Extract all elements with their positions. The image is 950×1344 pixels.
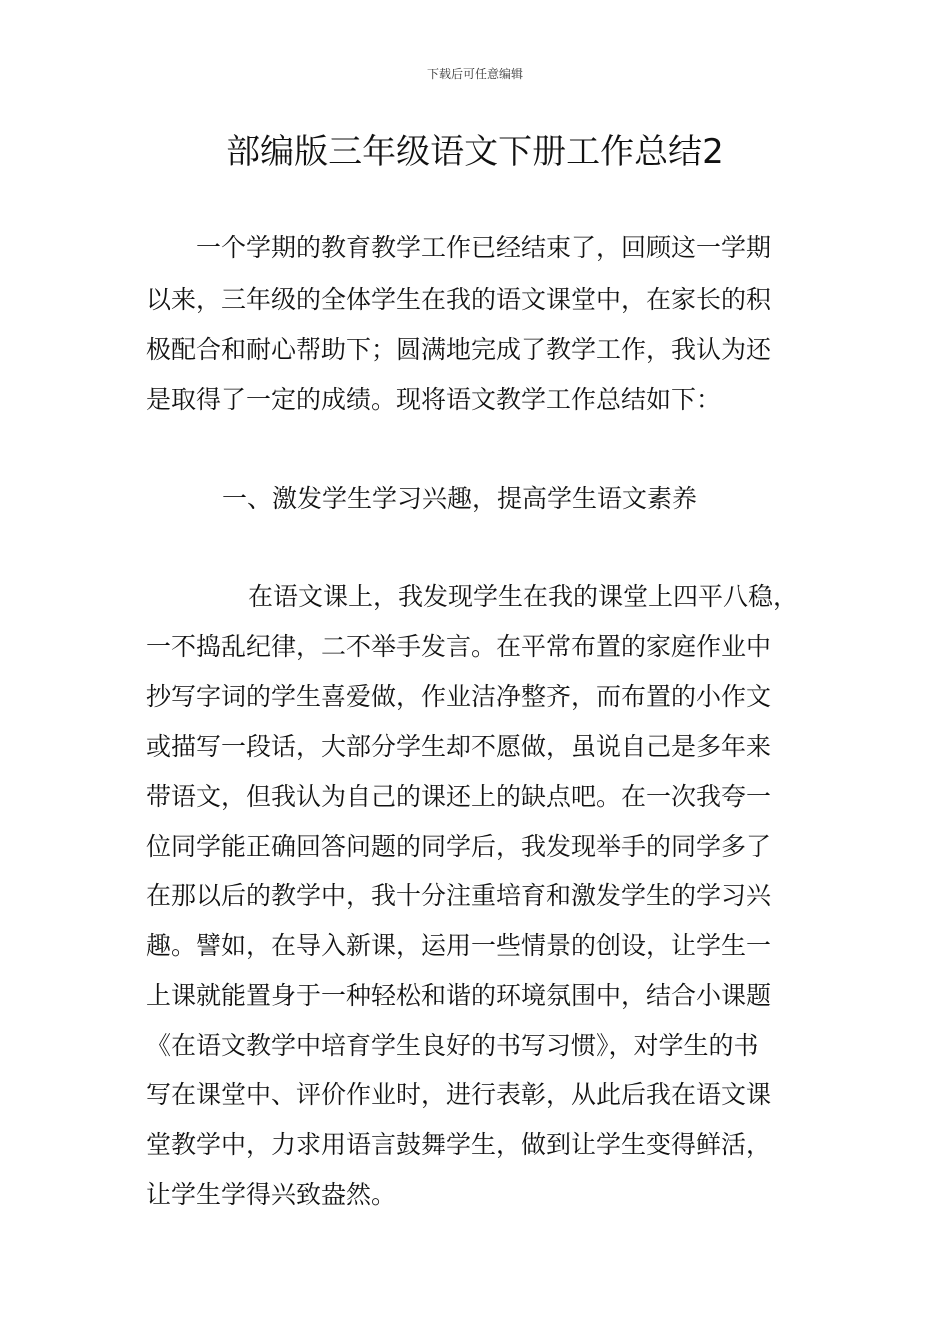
section-heading: 一、激发学生学习兴趣，提高学生语文素养 — [222, 484, 698, 513]
intro-line: 极配合和耐心帮助下；圆满地完成了教学工作，我认为还 — [146, 335, 772, 364]
body-line: 上课就能置身于一种轻松和谐的环境氛围中，结合小课题 — [146, 981, 772, 1010]
body-line: 在语文课上，我发现学生在我的课堂上四平八稳， — [248, 582, 799, 611]
body-line: 让学生学得兴致盎然。 — [146, 1180, 397, 1209]
body-line: 带语文，但我认为自己的课还上的缺点吧。在一次我夸一 — [146, 782, 772, 811]
body-line: 位同学能正确回答问题的同学后，我发现举手的同学多了 — [146, 832, 772, 861]
header-note: 下载后可任意编辑 — [426, 67, 523, 81]
intro-line: 一个学期的教育教学工作已经结束了，回顾这一学期 — [196, 233, 772, 262]
intro-line: 是取得了一定的成绩。现将语文教学工作总结如下： — [146, 385, 722, 414]
body-line: 趣。譬如，在导入新课，运用一些情景的创设，让学生一 — [146, 931, 772, 960]
intro-line: 以来，三年级的全体学生在我的语文课堂中，在家长的积 — [146, 285, 772, 314]
body-line: 写在课堂中、评价作业时，进行表彰，从此后我在语文课 — [146, 1080, 772, 1109]
body-line: 一不捣乱纪律，二不举手发言。在平常布置的家庭作业中 — [146, 632, 772, 661]
body-line: 《在语文教学中培育学生良好的书写习惯》，对学生的书 — [146, 1031, 759, 1060]
body-line: 在那以后的教学中，我十分注重培育和激发学生的学习兴 — [146, 881, 772, 910]
body-line: 堂教学中，力求用语言鼓舞学生，做到让学生变得鲜活， — [146, 1130, 772, 1159]
document-title: 部编版三年级语文下册工作总结2 — [226, 132, 724, 172]
body-line: 抄写字词的学生喜爱做，作业洁净整齐，而布置的小作文 — [146, 682, 772, 711]
body-line: 或描写一段话，大部分学生却不愿做，虽说自己是多年来 — [146, 732, 772, 761]
